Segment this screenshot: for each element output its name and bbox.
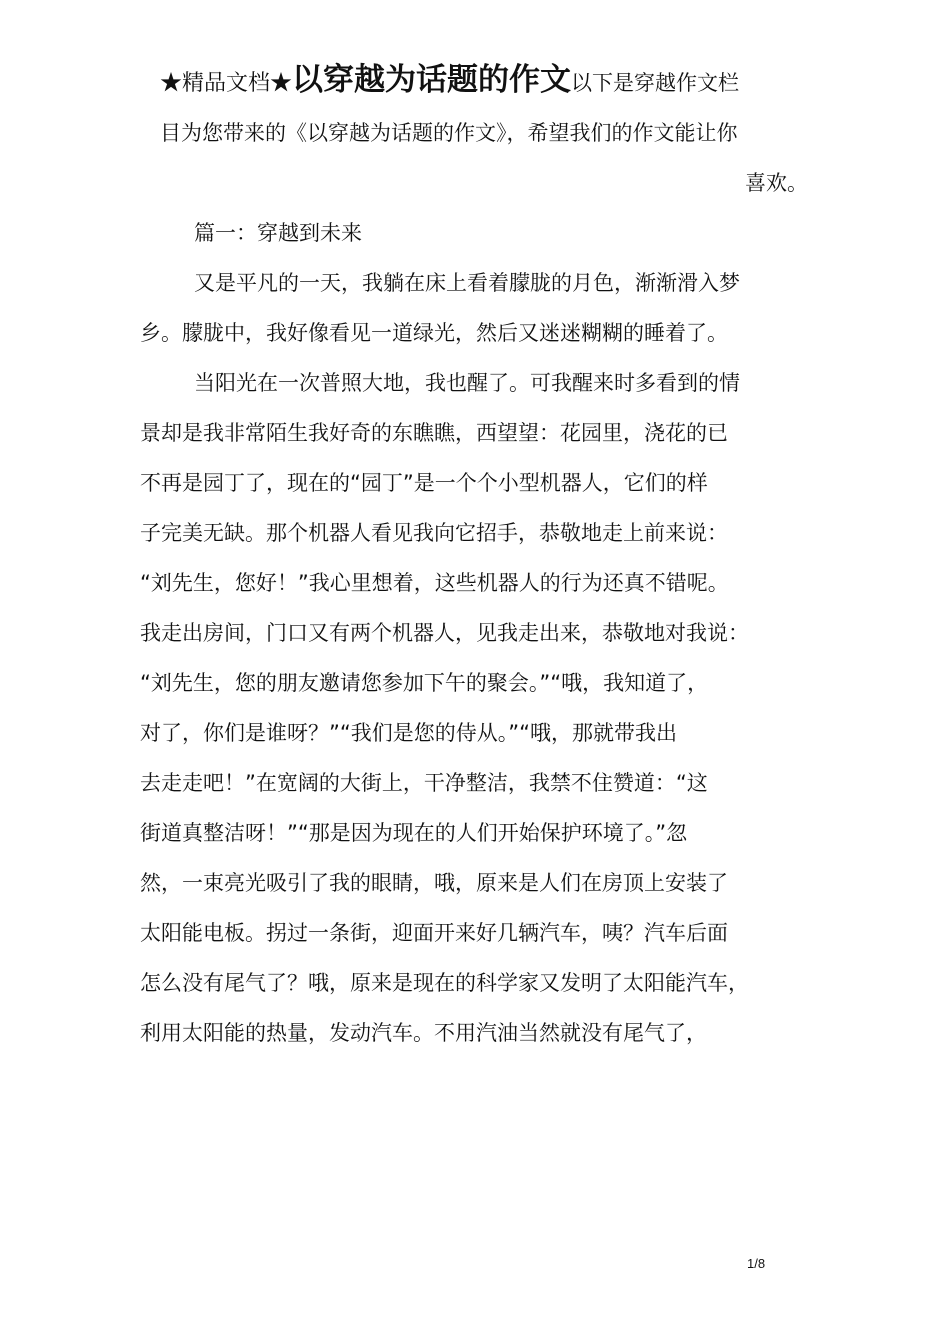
quality-badge: ★精品文档★ — [160, 71, 293, 96]
paragraph-line: “刘先生，您好！”我心里想着，这些机器人的行为还真不错呢。 — [140, 571, 729, 595]
paragraph-line: 不再是园丁了，现在的“园丁”是一个个小型机器人，它们的样 — [140, 471, 708, 495]
paragraph-line: 然，一束亮光吸引了我的眼睛，哦，原来是人们在房顶上安装了 — [140, 871, 728, 895]
document-header — [160, 58, 820, 107]
intro-text-part-2: 目为您带来的《以穿越为话题的作文》，希望我们的作文能让你 — [160, 121, 738, 145]
paragraph-line: 子完美无缺。那个机器人看见我向它招手，恭敬地走上前来说： — [140, 521, 728, 545]
paragraph-line: 利用太阳能的热量，发动汽车。不用汽油当然就没有尾气了， — [140, 1021, 707, 1045]
paragraph-line: 又是平凡的一天，我躺在床上看着朦胧的月色，渐渐滑入梦 — [194, 271, 740, 295]
paragraph-1 — [140, 258, 820, 358]
document-title: 以穿越为话题的作文 — [292, 62, 572, 98]
paragraph-line: 乡。朦胧中，我好像看见一道绿光，然后又迷迷糊糊的睡着了。 — [140, 321, 728, 345]
intro-text-part-3: 喜欢。 — [745, 171, 808, 195]
paragraph-line: 怎么没有尾气了？哦，原来是现在的科学家又发明了太阳能汽车， — [140, 971, 749, 995]
paragraph-line: 太阳能电板。拐过一条街，迎面开来好几辆汽车，咦？汽车后面 — [140, 921, 728, 945]
paragraph-line: 当阳光在一次普照大地，我也醒了。可我醒来时多看到的情 — [194, 371, 740, 395]
paragraph-line: 去走走吧！”在宽阔的大街上，干净整洁，我禁不住赞道：“这 — [140, 771, 708, 795]
paragraph-line: “刘先生，您的朋友邀请您参加下午的聚会。”“哦，我知道了， — [140, 671, 709, 695]
paragraph-line: 街道真整洁呀！”“那是因为现在的人们开始保护环境了。”忽 — [140, 821, 688, 845]
section-heading: 篇一：穿越到未来 — [194, 221, 362, 245]
paragraph-line: 景却是我非常陌生我好奇的东瞧瞧，西望望：花园里，浇花的已 — [140, 421, 728, 445]
paragraph-2 — [140, 358, 820, 1058]
paragraph-line: 对了，你们是谁呀？”“我们是您的侍从。”“哦，那就带我出 — [140, 721, 678, 745]
intro-text-part-1: 以下是穿越作文栏 — [571, 71, 740, 95]
paragraph-line: 我走出房间，门口又有两个机器人，见我走出来，恭敬地对我说： — [140, 621, 749, 645]
page-number: 1/8 — [747, 1256, 766, 1271]
